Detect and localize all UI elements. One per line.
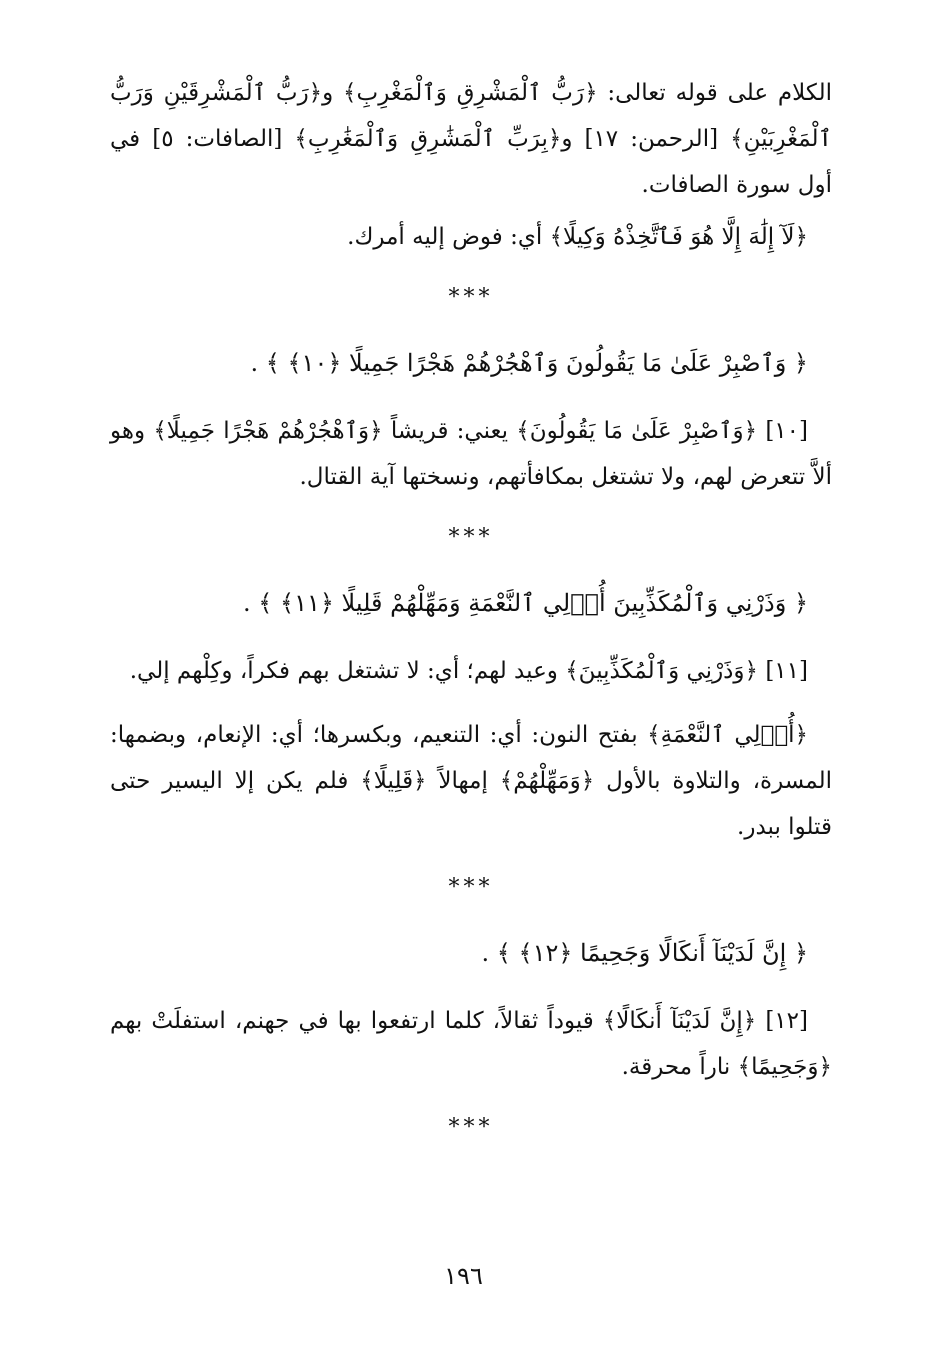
- separator-stars: ***: [448, 875, 494, 900]
- paragraph-tafsir-11-nimah: ﴿أُو۟لِي ٱلنَّعْمَةِ﴾ بفتح النون: أي: التنعيم، وبكسرها؛ أي: الإنعام، وبضمها: المسرة، والتلاوة بالأول ﴿وَمَهِّلْهُمْ﴾ إمهالاً ﴿قَلِيلًا﴾ فلم يكن إلا اليسير حتى قتلوا ببدر.: [110, 722, 832, 840]
- page-body: [110, 70, 832, 1170]
- separator-stars: ***: [448, 1115, 494, 1140]
- paragraph-tafsir-12: [١٢] ﴿إِنَّ لَدَيْنَآ أَنكَالًا﴾ قيوداً ثقالاً، كلما ارتفعوا بها في جهنم، استفلَتْ بهم ﴿وَجَحِيمًا﴾ ناراً محرقة.: [110, 1008, 832, 1080]
- verse-11: ﴿ وَذَرْنِي وَٱلْمُكَذِّبِينَ أُو۟لِي ٱلنَّعْمَةِ وَمَهِّلْهُمْ قَلِيلًا ﴿١١﴾ ﴾ .: [243, 589, 808, 617]
- page-number: ١٩٦: [444, 1262, 483, 1290]
- paragraph-tafsir-9: ﴿لَآ إِلَٰهَ إِلَّا هُوَ فَٱتَّخِذْهُ وَكِيلًا﴾ أي: فوض إليه أمرك.: [347, 224, 808, 250]
- separator-stars: ***: [448, 525, 494, 550]
- verse-12: ﴿ إِنَّ لَدَيْنَآ أَنكَالًا وَجَحِيمًا ﴿١٢﴾ ﴾ .: [481, 939, 808, 967]
- paragraph-tafsir-10: [١٠] ﴿وَٱصْبِرْ عَلَىٰ مَا يَقُولُونَ﴾ يعني: قريشاً ﴿وَٱهْجُرْهُمْ هَجْرًا جَمِيلًا﴾ وهو ألاَّ تتعرض لهم، ولا تشتغل بمكافأتهم، ونسختها آية القتال.: [110, 418, 832, 490]
- paragraph-intro: الكلام على قوله تعالى: ﴿رَبُّ ٱلْمَشْرِقِ وَٱلْمَغْرِبِ﴾ و﴿رَبُّ ٱلْمَشْرِقَيْنِ وَرَبُّ ٱلْمَغْرِبَيْنِ﴾ [الرحمن: ١٧] و﴿بِرَبِّ ٱلْمَشَٰرِقِ وَٱلْمَغَٰرِبِ﴾ [الصافات: ٥] في أول سورة الصافات.: [110, 80, 832, 198]
- paragraph-tafsir-11: [١١] ﴿وَذَرْنِي وَٱلْمُكَذِّبِينَ﴾ وعيد لهم؛ أي: لا تشتغل بهم فكراً، وكِلْهم إلي.: [129, 658, 808, 684]
- verse-10: ﴿ وَٱصْبِرْ عَلَىٰ مَا يَقُولُونَ وَٱهْجُرْهُمْ هَجْرًا جَمِيلًا ﴿١٠﴾ ﴾ .: [250, 349, 808, 377]
- separator-stars: ***: [448, 285, 494, 310]
